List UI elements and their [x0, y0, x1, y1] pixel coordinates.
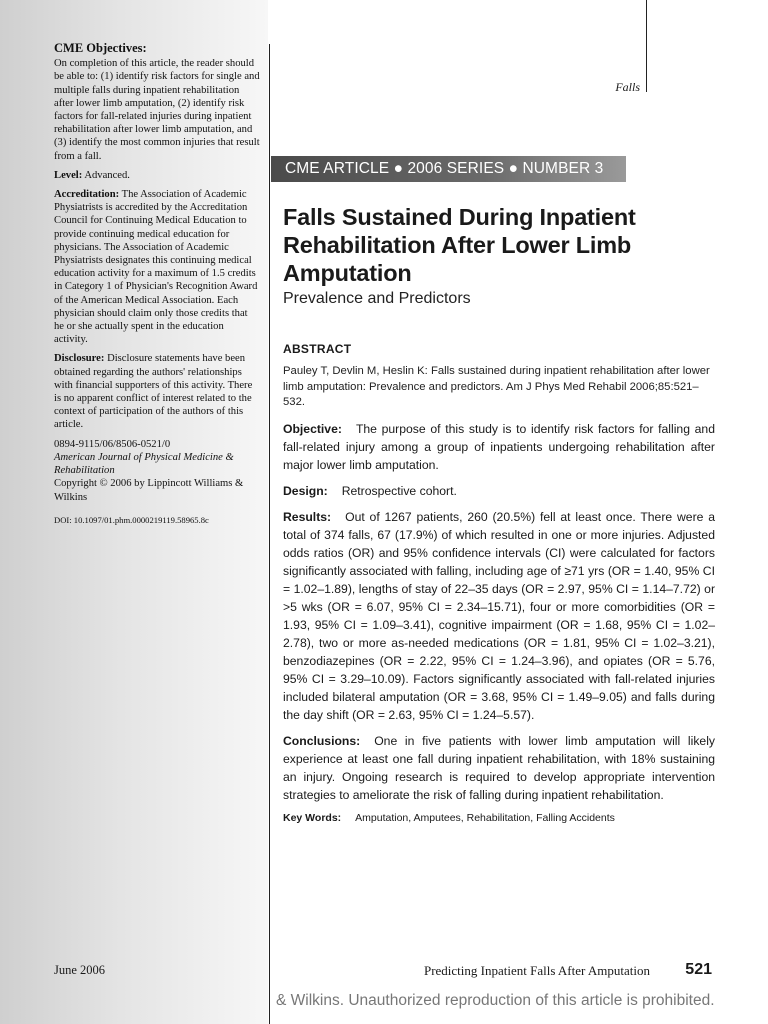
design-section	[283, 482, 715, 500]
abstract-heading: ABSTRACT	[283, 342, 352, 356]
issn: 0894-9115/06/8506-0521/0	[54, 438, 171, 450]
level-text: Advanced.	[84, 169, 130, 181]
disclosure-text: Disclosure statements have been obtained regarding the authors' relationships with financial supporters of this activity. There is no apparent conflict of interest related to the context of participation of the authors of this article.	[54, 353, 253, 431]
objective-text: The purpose of this study is to identify risk factors for falling and fall-related injury among a group of inpatients undergoing rehabilitation after major lower limb amputation.	[283, 421, 715, 472]
design-text: Retrospective cohort.	[341, 483, 457, 498]
cme-article-banner: CME ARTICLE ● 2006 SERIES ● NUMBER 3	[271, 156, 626, 182]
copyright-watermark: & Wilkins. Unauthorized reproduction of this article is prohibited.	[276, 992, 715, 1009]
doi: DOI: 10.1097/01.phm.0000219119.58965.8c	[54, 514, 209, 525]
results-label: Results:	[283, 509, 332, 524]
cme-objectives-text: On completion of this article, the reader should be able to: (1) identify risk factors for single and multiple falls during inpatient rehabilitation after lower limb amputation, (2) identify risk factors for fall-related injuries during inpatient rehabilitation after lower limb amputation, and (3) identify the most common injuries that result from a fall.	[54, 58, 260, 162]
cme-sidebar	[54, 42, 260, 533]
running-head: Falls	[615, 80, 640, 94]
article-subtitle: Prevalence and Predictors	[283, 290, 471, 307]
copyright: Copyright © 2006 by Lippincott Williams & Wilkins	[54, 478, 244, 503]
page-number: 521	[685, 961, 712, 978]
article-main	[283, 203, 715, 824]
footer-date: June 2006	[54, 963, 106, 977]
level-paragraph	[54, 169, 260, 182]
disclosure-label: Disclosure:	[54, 353, 105, 365]
cme-objectives-heading: CME Objectives:	[54, 41, 147, 55]
journal-name-text: American Journal of Physical Medicine & Rehabilitation	[54, 451, 234, 477]
objective-section	[283, 420, 715, 474]
disclosure-paragraph	[54, 352, 260, 431]
journal-name	[54, 451, 260, 477]
conclusions-section	[283, 732, 715, 804]
conclusions-text: One in five patients with lower limb amputation will likely experience at least one fall during inpatient rehabilitation, with 18% sustaining an injury. Ongoing research is required to develop appropriate intervention strategies to ameliorate the risk of falling during inpatient rehabilitation.	[283, 733, 715, 802]
keywords-label: Key Words:	[283, 811, 342, 824]
column-divider	[269, 44, 270, 1024]
results-text: Out of 1267 patients, 260 (20.5%) fell at least once. There were a total of 374 falls, 67 (17.9%) of which resulted in one or more injuries. Adjusted odds ratios (OR) and 95% confidence intervals (CI) were calculated for factors significantly associated with falling, including age of ≥71 yrs (OR = 1.40, 95% CI = 1.02–1.89), lengths of stay of 22–35 days (OR = 2.97, 95% CI = 1.14–7.72) or >5 wks (OR = 6.07, 95% CI = 2.34–15.71), four or more comorbidities (OR = 1.93, 95% CI = 1.09–3.41), cognitive impairment (OR = 1.68, 95% CI = 1.02–2.78), two or more as-needed medications (OR = 1.81, 95% CI = 1.02–3.21), benzodiazepines (OR = 2.22, 95% CI = 1.24–3.96), and opiates (OR = 5.76, 95% CI = 3.29–10.09). Factors significantly associated with fall-related injuries included bilateral amputation (OR = 3.68, 95% CI = 1.49–9.05) and falls during the day shift (OR = 2.63, 95% CI = 1.24–5.57).	[283, 509, 715, 722]
footer-running-title: Predicting Inpatient Falls After Amputation	[423, 963, 650, 978]
running-head-rule-vertical	[646, 0, 647, 92]
accreditation-text: The Association of Academic Physiatrists is accredited by the Accreditation Council for Continuing Medical Education to provide continuing medical education for physicians. The Association of Academic Physiatrists designates this continuing medical education activity for a maximum of 1.5 credits in Category 1 of Physician's Recognition Award of the American Medical Association. Each physician should claim only those credits that he or she actually spent in the education activity.	[54, 189, 258, 346]
conclusions-label: Conclusions:	[283, 733, 361, 748]
level-label: Level:	[54, 169, 83, 181]
article-title: Falls Sustained During Inpatient Rehabilitation After Lower Limb Amputation	[283, 204, 636, 286]
keywords	[283, 812, 715, 824]
objective-label: Objective:	[283, 421, 342, 436]
accreditation-label: Accreditation:	[54, 189, 120, 201]
design-label: Design:	[283, 483, 328, 498]
accreditation-paragraph	[54, 188, 260, 346]
results-section	[283, 508, 715, 724]
citation: Pauley T, Devlin M, Heslin K: Falls sustained during inpatient rehabilitation after lower limb amputation: Prevalence and predictors. Am J Phys Med Rehabil 2006;85:521–532.	[283, 365, 710, 409]
keywords-text: Amputation, Amputees, Rehabilitation, Falling Accidents	[355, 811, 615, 824]
